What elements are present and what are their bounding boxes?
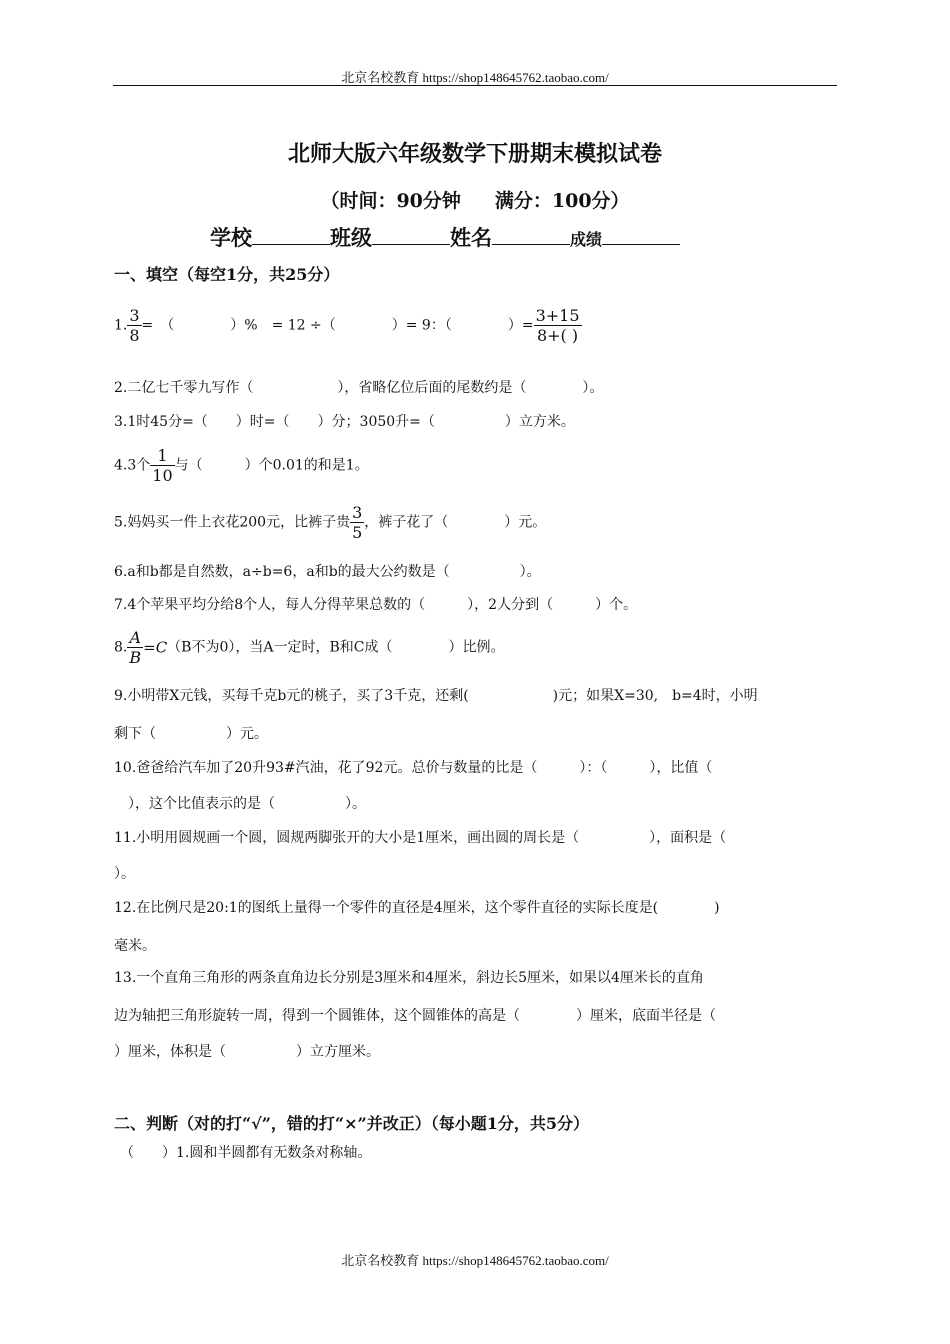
q4-text: 与（ ）个0.01的和是1。 bbox=[174, 457, 369, 474]
q4-frac-num: 1 bbox=[157, 446, 168, 465]
q4-frac-den: 10 bbox=[152, 466, 173, 486]
question-12-line-2: 毫米。 bbox=[114, 938, 156, 954]
name-blank[interactable] bbox=[492, 224, 570, 245]
question-7: 7.4个苹果平均分给8个人，每人分得苹果总数的（ ），2人分到（ ）个。 bbox=[114, 597, 638, 613]
judgement-1: （ ）1.圆和半圆都有无数条对称轴。 bbox=[120, 1145, 372, 1161]
question-5 bbox=[114, 503, 546, 542]
question-2: 2.二亿七千零九写作（ ），省略亿位后面的尾数约是（ ）。 bbox=[114, 380, 604, 396]
q8-frac-num: A bbox=[129, 628, 142, 647]
exam-score: 满分：100分） bbox=[494, 190, 630, 212]
question-1 bbox=[114, 306, 582, 345]
q1-text: = （ ）% = 12 ÷（ ）= 9：（ ）= bbox=[141, 317, 534, 334]
q8-frac-den: B bbox=[129, 648, 142, 668]
grade-blank[interactable] bbox=[602, 224, 680, 245]
grade-label: 成绩 bbox=[570, 230, 603, 249]
school-blank[interactable] bbox=[252, 224, 330, 245]
question-8 bbox=[114, 628, 504, 667]
page-title: 北师大版六年级数学下册期末模拟试卷 bbox=[287, 141, 662, 167]
q5-prefix: 5.妈妈买一件上衣花200元，比裤子贵 bbox=[114, 514, 351, 531]
question-9-line-1: 9.小明带X元钱，买每千克b元的桃子，买了3千克，还剩( )元；如果X=30, b=4时，小明 bbox=[114, 688, 758, 704]
header-rule bbox=[113, 85, 837, 86]
question-3: 3.1时45分=（ ）时=（ ）分；3050升=（ ）立方米。 bbox=[114, 414, 575, 430]
q5-fraction bbox=[350, 503, 364, 542]
q1-fraction bbox=[127, 306, 141, 345]
q5-text: ，裤子花了（ ）元。 bbox=[364, 514, 547, 531]
q5-frac-den: 5 bbox=[352, 523, 363, 543]
q8-prefix: 8. bbox=[114, 639, 128, 656]
question-10-line-1: 10.爸爸给汽车加了20升93#汽油，花了92元。总价与数量的比是（ ）：（ ），比值（ bbox=[114, 760, 713, 776]
question-13-line-3: ）厘米，体积是（ ）立方厘米。 bbox=[114, 1044, 380, 1060]
q5-frac-num: 3 bbox=[352, 503, 363, 522]
class-blank[interactable] bbox=[372, 224, 450, 245]
question-11-line-1: 11.小明用圆规画一个圆，圆规两脚张开的大小是1厘米，画出圆的周长是（ ），面积是（ bbox=[114, 830, 727, 846]
question-9-line-2: 剩下（ ）元。 bbox=[114, 726, 268, 742]
question-13-line-2: 边为轴把三角形旋转一周，得到一个圆锥体，这个圆锥体的高是（ ）厘米，底面半径是（ bbox=[114, 1008, 716, 1024]
school-label: 学校 bbox=[210, 225, 252, 250]
q1-rhs-num: 3+15 bbox=[535, 306, 580, 325]
q1-frac-num: 3 bbox=[129, 306, 140, 325]
question-12-line-1: 12.在比例尺是20:1的图纸上量得一个零件的直径是4厘米，这个零件直径的实际长度是( ) bbox=[114, 900, 720, 916]
q1-rhs-den: 8+( ) bbox=[534, 325, 582, 345]
student-info-line bbox=[210, 222, 680, 252]
q8-text: （B不为0），当A一定时，B和C成（ ）比例。 bbox=[167, 639, 505, 656]
question-10-line-2: ），这个比值表示的是（ ）。 bbox=[114, 796, 366, 812]
section-2-heading: 二、判断（对的打“√”，错的打“×”并改正）（每小题1分，共5分） bbox=[114, 1114, 590, 1133]
q8-equation: =C bbox=[143, 638, 168, 657]
q4-prefix: 4.3个 bbox=[114, 457, 151, 474]
question-11-line-2: ）。 bbox=[114, 866, 135, 882]
page-header: 北京名校教育 https://shop148645762.taobao.com/ bbox=[341, 70, 609, 85]
q1-frac-den: 8 bbox=[129, 326, 140, 346]
exam-time: （时间：90分钟 bbox=[320, 190, 461, 212]
name-label: 姓名 bbox=[450, 225, 492, 250]
q4-fraction bbox=[150, 446, 174, 485]
question-4 bbox=[114, 446, 369, 485]
class-label: 班级 bbox=[330, 225, 372, 250]
exam-subtitle bbox=[0, 186, 950, 213]
page-footer: 北京名校教育 https://shop148645762.taobao.com/ bbox=[341, 1253, 609, 1268]
q1-prefix: 1. bbox=[114, 317, 128, 334]
q1-rhs-fraction bbox=[534, 306, 582, 345]
question-13-line-1: 13.一个直角三角形的两条直角边长分别是3厘米和4厘米，斜边长5厘米，如果以4厘米长的直角 bbox=[114, 970, 704, 986]
section-1-heading: 一、填空（每空1分，共25分） bbox=[114, 265, 340, 284]
q8-fraction bbox=[127, 628, 143, 667]
question-6: 6.a和b都是自然数，a÷b=6，a和b的最大公约数是（ ）。 bbox=[114, 564, 541, 580]
